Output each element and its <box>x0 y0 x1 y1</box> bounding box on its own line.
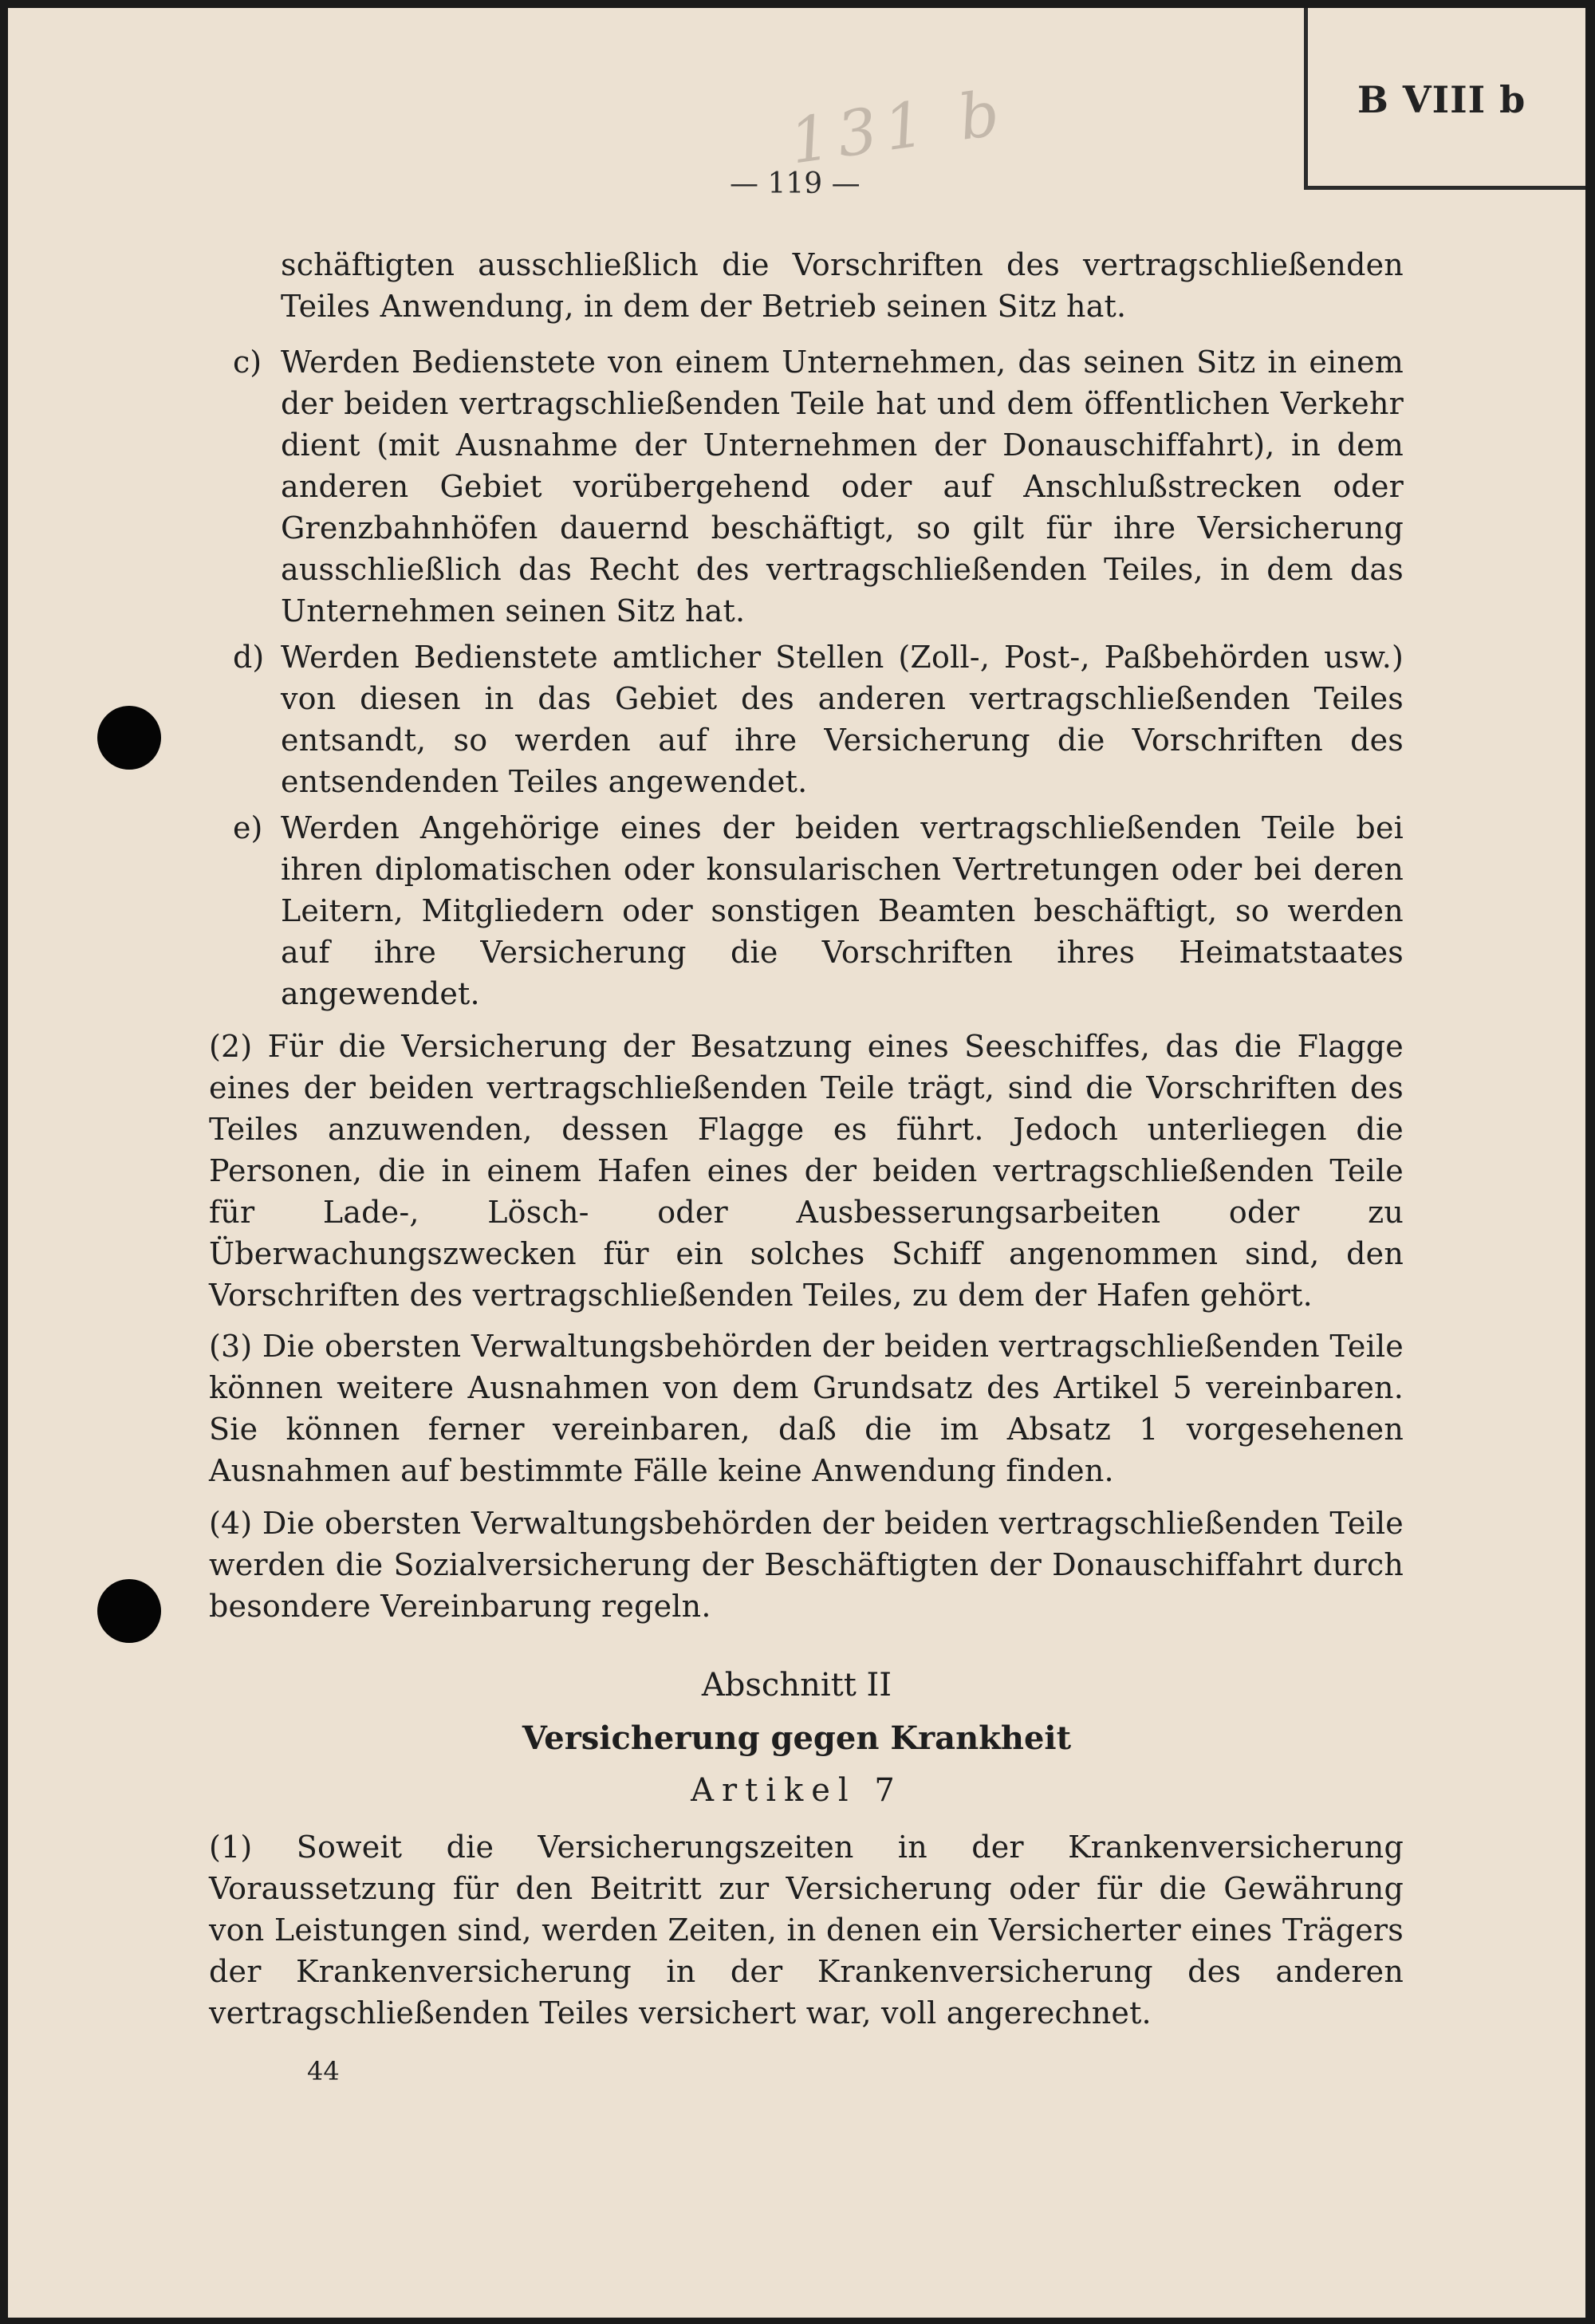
continuation-text: schäftigten ausschließlich die Vorschriften des vertragschließenden Teiles Anwendung, in dem der Betrieb seinen Sitz hat. <box>281 247 1404 324</box>
footer-number: 44 <box>307 2056 340 2086</box>
paragraph-3: (3) Die obersten Verwaltungsbehörden der beiden vertragschließenden Teile können weitere Ausnahmen von dem Grundsatz des Artikel 5 vereinbaren. Sie können ferner vereinbaren, daß die im Absatz 1 vorgesehenen Ausnahmen auf bestimmte Fälle keine Anwendung finden. <box>209 1329 1404 1488</box>
article-7-paragraph-1: (1) Soweit die Versicherungszeiten in der Krankenversicherung Voraussetzung für den Beitritt zur Versicherung oder für die Gewährung von Leistungen sind, werden Zeiten, in denen ein Versicherter eines Trägers der Krankenversicherung in der Krankenversicherung des anderen vertragschließenden Teiles versichert war, voll angerechnet. <box>209 1830 1404 2031</box>
paragraph-4: (4) Die obersten Verwaltungsbehörden der beiden vertragschließenden Teile werden die Sozialversicherung der Beschäftigten der Donauschiffahrt durch besondere Vereinbarung regeln. <box>209 1506 1404 1624</box>
document-page <box>8 8 1585 2318</box>
item-e-marker: e) <box>233 810 263 845</box>
section-title: Versicherung gegen Krankheit <box>522 1719 1072 1757</box>
page-number: — 119 — <box>730 167 861 200</box>
paragraph-2: (2) Für die Versicherung der Besatzung eines Seeschiffes, das die Flagge eines der beiden vertragschließenden Teile trägt, sind die Vorschriften des Teiles anzuwenden, dessen Flagge es führt. Jedoch unterliegen die Personen, die in einem Hafen eines der beiden vertragschließenden Teile für Lade-, Lösch- oder Ausbesserungsarbeiten oder zu Überwachungszwecken für ein solches Schiff angenommen sind, den Vorschriften des vertragschließenden Teiles, zu dem der Hafen gehört. <box>209 1029 1404 1313</box>
section-heading: Abschnitt II <box>701 1667 892 1704</box>
item-d-marker: d) <box>233 640 265 675</box>
punch-hole-icon <box>97 1579 161 1643</box>
handwritten-note: 131 b <box>786 77 1012 179</box>
item-c-text: Werden Bedienstete von einem Unternehmen, das seinen Sitz in einem der beiden vertragschließenden Teile hat und dem öffentlichen Verkehr dient (mit Ausnahme der Unternehmen der Donauschiffahrt), in dem anderen Gebiet vorübergehend oder auf Anschlußstrecken oder Grenzbahnhöfen dauernd beschäftigt, so gilt für ihre Versicherung ausschließlich das Recht des vertragschließenden Teiles, in dem das Unternehmen seinen Sitz hat. <box>281 345 1404 628</box>
article-heading: Artikel 7 <box>691 1772 903 1809</box>
item-d-text: Werden Bedienstete amtlicher Stellen (Zoll-, Post-, Paßbehörden usw.) von diesen in das Gebiet des anderen vertragschließenden Teiles entsandt, so werden auf ihre Versicherung die Vorschriften des entsendenden Teiles angewendet. <box>281 640 1404 799</box>
archive-stamp: B VIII b <box>1357 78 1526 121</box>
punch-hole-icon <box>97 706 161 770</box>
item-c-marker: c) <box>233 345 262 380</box>
item-e-text: Werden Angehörige eines der beiden vertragschließenden Teile bei ihren diplomatischen oder konsularischen Vertretungen oder bei deren Leitern, Mitgliedern oder sonstigen Beamten beschäftigt, so werden auf ihre Versicherung die Vorschriften ihres Heimatstaates angewendet. <box>281 810 1404 1011</box>
